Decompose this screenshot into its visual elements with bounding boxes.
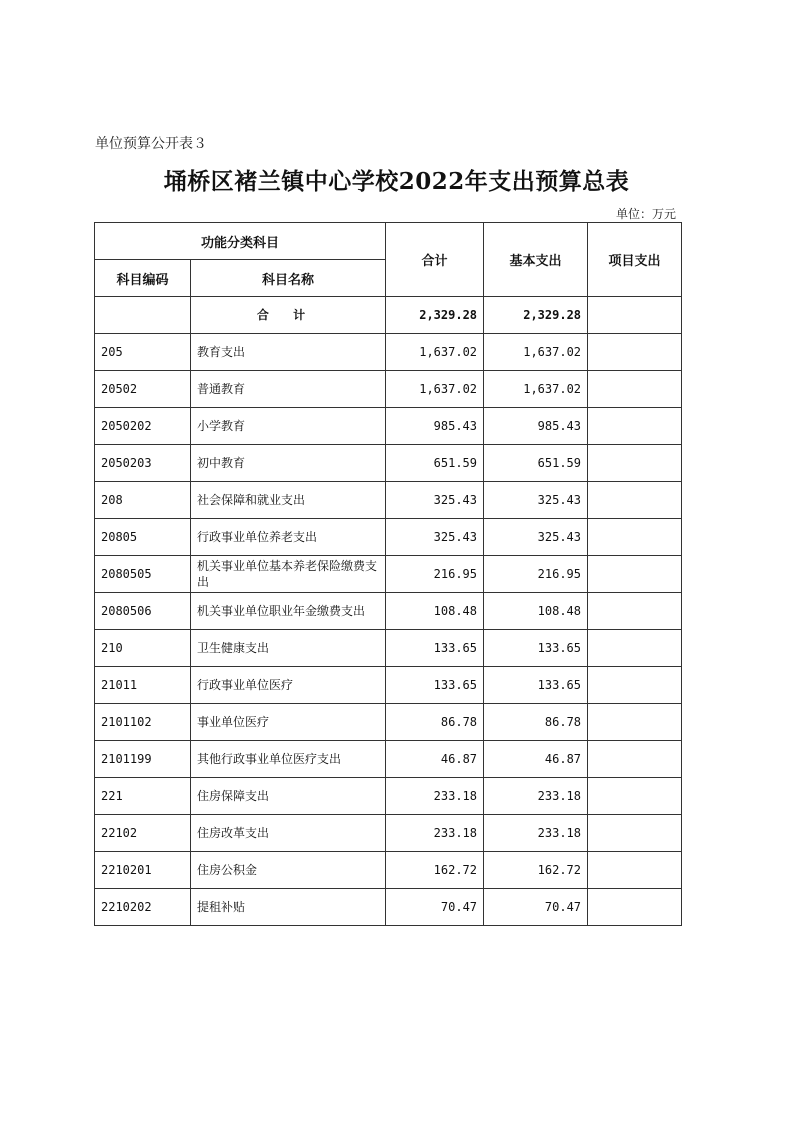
table-row — [95, 741, 682, 778]
row-total: 651.59 — [386, 445, 484, 482]
table-row — [95, 889, 682, 926]
row-name: 住房保障支出 — [191, 778, 386, 815]
header-subject-code: 科目编码 — [95, 260, 191, 297]
row-code: 2050203 — [95, 445, 191, 482]
row-code: 20805 — [95, 519, 191, 556]
table-row — [95, 408, 682, 445]
total-row — [95, 297, 682, 334]
row-code: 2080505 — [95, 556, 191, 593]
header-project-expense: 项目支出 — [588, 223, 682, 297]
row-name: 普通教育 — [191, 371, 386, 408]
row-project — [588, 482, 682, 519]
header-function-category: 功能分类科目 — [95, 223, 386, 260]
row-project — [588, 667, 682, 704]
row-code: 20502 — [95, 371, 191, 408]
row-code: 22102 — [95, 815, 191, 852]
table-row — [95, 630, 682, 667]
row-total: 133.65 — [386, 630, 484, 667]
row-project — [588, 704, 682, 741]
row-total: 46.87 — [386, 741, 484, 778]
row-basic: 1,637.02 — [484, 334, 588, 371]
table-row — [95, 519, 682, 556]
table-row — [95, 482, 682, 519]
row-basic: 651.59 — [484, 445, 588, 482]
row-total: 86.78 — [386, 704, 484, 741]
row-total: 216.95 — [386, 556, 484, 593]
budget-table — [94, 222, 682, 926]
row-total: 985.43 — [386, 408, 484, 445]
table-row — [95, 445, 682, 482]
row-project — [588, 519, 682, 556]
row-total: 108.48 — [386, 593, 484, 630]
row-total: 233.18 — [386, 778, 484, 815]
header-subject-name: 科目名称 — [191, 260, 386, 297]
table-row — [95, 593, 682, 630]
row-name: 机关事业单位职业年金缴费支出 — [191, 593, 386, 630]
row-total: 1,637.02 — [386, 334, 484, 371]
unit-label: 单位：万元 — [615, 207, 676, 221]
row-name: 住房改革支出 — [191, 815, 386, 852]
row-total: 325.43 — [386, 519, 484, 556]
total-label: 合 计 — [191, 297, 386, 334]
row-code: 21011 — [95, 667, 191, 704]
document-label: 单位预算公开表３ — [95, 136, 207, 152]
table-row — [95, 371, 682, 408]
row-project — [588, 741, 682, 778]
row-project — [588, 778, 682, 815]
row-project — [588, 371, 682, 408]
row-code: 221 — [95, 778, 191, 815]
table-row — [95, 815, 682, 852]
total-project-amount — [588, 297, 682, 334]
table-row — [95, 852, 682, 889]
row-project — [588, 593, 682, 630]
row-basic: 325.43 — [484, 482, 588, 519]
row-project — [588, 889, 682, 926]
row-total: 325.43 — [386, 482, 484, 519]
row-project — [588, 334, 682, 371]
row-total: 1,637.02 — [386, 371, 484, 408]
row-code: 2101102 — [95, 704, 191, 741]
table-row — [95, 667, 682, 704]
row-name: 其他行政事业单位医疗支出 — [191, 741, 386, 778]
row-total: 133.65 — [386, 667, 484, 704]
row-code: 2101199 — [95, 741, 191, 778]
row-project — [588, 556, 682, 593]
row-name: 提租补贴 — [191, 889, 386, 926]
row-name: 行政事业单位医疗 — [191, 667, 386, 704]
row-total: 233.18 — [386, 815, 484, 852]
row-basic: 70.47 — [484, 889, 588, 926]
table-row — [95, 334, 682, 371]
total-amount: 2,329.28 — [386, 297, 484, 334]
row-code: 2050202 — [95, 408, 191, 445]
row-code: 2080506 — [95, 593, 191, 630]
table-row — [95, 556, 682, 593]
row-basic: 133.65 — [484, 630, 588, 667]
row-project — [588, 445, 682, 482]
row-basic: 233.18 — [484, 815, 588, 852]
row-name: 住房公积金 — [191, 852, 386, 889]
row-code: 2210201 — [95, 852, 191, 889]
header-total: 合计 — [386, 223, 484, 297]
total-code-cell — [95, 297, 191, 334]
row-code: 205 — [95, 334, 191, 371]
row-project — [588, 408, 682, 445]
row-basic: 1,637.02 — [484, 371, 588, 408]
row-basic: 133.65 — [484, 667, 588, 704]
total-basic-amount: 2,329.28 — [484, 297, 588, 334]
row-total: 162.72 — [386, 852, 484, 889]
row-basic: 162.72 — [484, 852, 588, 889]
row-name: 行政事业单位养老支出 — [191, 519, 386, 556]
document-title: 埇桥区褚兰镇中心学校2022年支出预算总表 — [163, 168, 630, 195]
row-project — [588, 815, 682, 852]
row-basic: 233.18 — [484, 778, 588, 815]
row-code: 208 — [95, 482, 191, 519]
row-name: 教育支出 — [191, 334, 386, 371]
table-row — [95, 704, 682, 741]
row-code: 2210202 — [95, 889, 191, 926]
row-basic: 108.48 — [484, 593, 588, 630]
row-name: 初中教育 — [191, 445, 386, 482]
row-basic: 325.43 — [484, 519, 588, 556]
row-project — [588, 630, 682, 667]
row-name: 卫生健康支出 — [191, 630, 386, 667]
row-project — [588, 852, 682, 889]
row-basic: 985.43 — [484, 408, 588, 445]
row-basic: 46.87 — [484, 741, 588, 778]
row-basic: 86.78 — [484, 704, 588, 741]
header-basic-expense: 基本支出 — [484, 223, 588, 297]
row-name: 机关事业单位基本养老保险缴费支出 — [191, 556, 386, 593]
row-name: 社会保障和就业支出 — [191, 482, 386, 519]
table-row — [95, 778, 682, 815]
row-code: 210 — [95, 630, 191, 667]
row-name: 小学教育 — [191, 408, 386, 445]
row-basic: 216.95 — [484, 556, 588, 593]
row-name: 事业单位医疗 — [191, 704, 386, 741]
row-total: 70.47 — [386, 889, 484, 926]
